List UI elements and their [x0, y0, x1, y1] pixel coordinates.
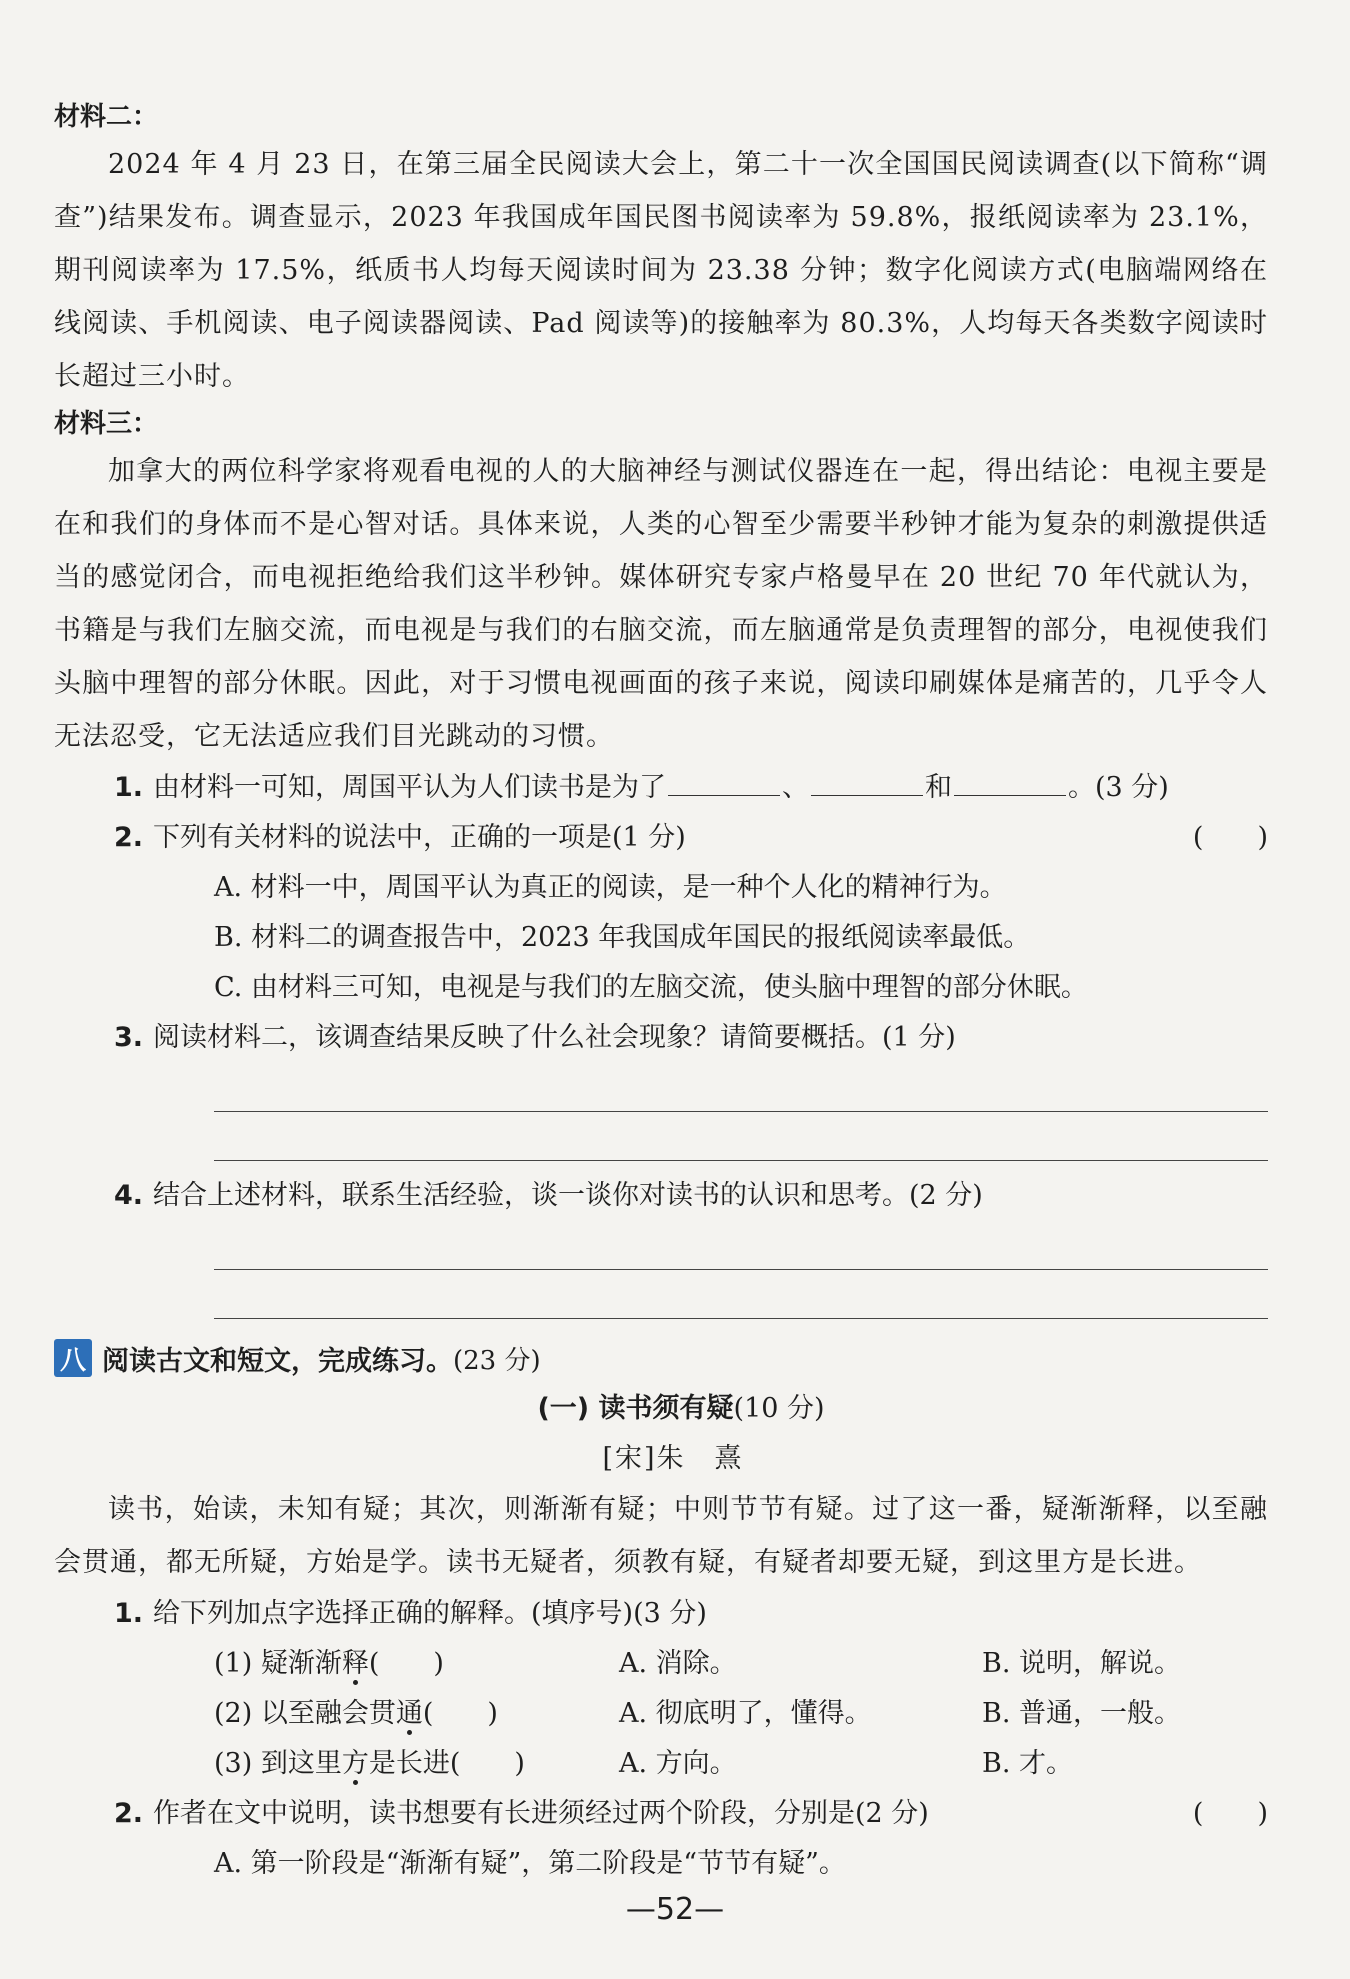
question-text: 作者在文中说明，读书想要有长进须经过两个阶段，分别是(2 分): [153, 1798, 929, 1829]
vocab-row-1: [54, 1639, 1268, 1689]
dotted-char: 释: [341, 1648, 369, 1679]
question-text: 给下列加点字选择正确的解释。(填序号)(3 分): [153, 1598, 707, 1629]
question-number: 2.: [114, 1798, 144, 1829]
author-line: [宋]朱 熹: [602, 1443, 744, 1474]
page-number: —52—: [625, 1892, 725, 1927]
answer-blank-1[interactable]: [668, 767, 780, 796]
material2-title: 材料二：: [54, 102, 159, 132]
answer-line[interactable]: [214, 1063, 1268, 1112]
section-score: (23 分): [453, 1345, 541, 1376]
question-score: 。(3 分): [1068, 772, 1169, 803]
classical-question-2: [54, 1789, 1268, 1839]
question-number: 3.: [114, 1022, 144, 1053]
question-3: [54, 1013, 1268, 1063]
question-4: [54, 1171, 1268, 1221]
choice-b: B. 说明，解说。: [982, 1648, 1182, 1679]
dotted-char: 方: [341, 1748, 369, 1779]
section-badge: 八: [54, 1339, 92, 1377]
answer-blank-2[interactable]: [811, 767, 923, 796]
choice-b: B. 才。: [982, 1748, 1074, 1779]
option-b: B. 材料二的调查报告中，2023 年我国成年国民的报纸阅读率最低。: [214, 922, 1031, 953]
question-text: 下列有关材料的说法中，正确的一项是(1 分): [153, 822, 686, 853]
material2-text: 2024 年 4 月 23 日，在第三届全民阅读大会上，第二十一次全国国民阅读调查(以下简称“调查”)结果发布。调查显示，2023 年我国成年国民图书阅读率为 59.8%，报纸阅读率为 23.1%，期刊阅读率为 17.5%，纸质书人均每天阅读时间为 23.38 分钟；数字化阅读方式(电脑端网络在线阅读、手机阅读、电子阅读器阅读、Pad 阅读等)的接触率为 80.3%，人均每天各类数字阅读时长超过三小时。: [54, 149, 1268, 392]
material3-text: 加拿大的两位科学家将观看电视的人的大脑神经与测试仪器连在一起，得出结论：电视主要是在和我们的身体而不是心智对话。具体来说，人类的心智至少需要半秒钟才能为复杂的刺激提供适当的感觉闭合，而电视拒绝给我们这半秒钟。媒体研究专家卢格曼早在 20 世纪 70 年代就认为，书籍是与我们左脑交流，而电视是与我们的右脑交流，而左脑通常是负责理智的部分，电视使我们头脑中理智的部分休眠。因此，对于习惯电视画面的孩子来说，阅读印刷媒体是痛苦的，几乎令人无法忍受，它无法适应我们目光跳动的习惯。: [54, 456, 1268, 752]
separator: 、: [782, 772, 809, 803]
question-number: 1.: [114, 1598, 144, 1629]
answer-parentheses[interactable]: ( ): [1192, 1798, 1268, 1829]
choice-a: A. 消除。: [619, 1648, 737, 1679]
vocab-row-2: [54, 1689, 1268, 1739]
choice-a: A. 方向。: [619, 1748, 737, 1779]
question-text: 阅读材料二，该调查结果反映了什么社会现象？请简要概括。(1 分): [153, 1022, 956, 1053]
section-8-header: [54, 1333, 1268, 1383]
separator: 和: [925, 772, 952, 803]
question-number: 2.: [114, 822, 144, 853]
answer-line[interactable]: [214, 1112, 1268, 1161]
question-text: 由材料一可知，周国平认为人们读书是为了: [153, 772, 666, 803]
question-2: [54, 813, 1268, 863]
subsection-name: (一) 读书须有疑: [537, 1393, 734, 1424]
question-text: 结合上述材料，联系生活经验，谈一谈你对读书的认识和思考。(2 分): [153, 1180, 983, 1211]
answer-line[interactable]: [214, 1270, 1268, 1319]
answer-line[interactable]: [214, 1221, 1268, 1270]
classical-text: 读书，始读，未知有疑；其次，则渐渐有疑；中则节节有疑。过了这一番，疑渐渐释，以至融会贯通，都无所疑，方始是学。读书无疑者，须教有疑，有疑者却要无疑，到这里方是长进。: [54, 1494, 1268, 1578]
material3-title: 材料三：: [54, 409, 159, 439]
option-a: A. 材料一中，周国平认为真正的阅读，是一种个人化的精神行为。: [214, 872, 1007, 903]
section-title: 阅读古文和短文，完成练习。: [102, 1345, 453, 1377]
dotted-char: 通: [395, 1698, 423, 1729]
option-c: C. 由材料三可知，电视是与我们的左脑交流，使头脑中理智的部分休眠。: [214, 972, 1088, 1003]
question-number: 1.: [114, 772, 144, 803]
choice-b: B. 普通，一般。: [982, 1698, 1182, 1729]
answer-blank-3[interactable]: [954, 767, 1066, 796]
answer-parentheses[interactable]: 是长进( ): [368, 1748, 525, 1779]
vocab-prompt: (2) 以至融会贯: [214, 1698, 396, 1729]
classical-question-1: [54, 1589, 1268, 1639]
option-a: A. 第一阶段是“渐渐有疑”，第二阶段是“节节有疑”。: [214, 1848, 846, 1879]
vocab-prompt: (1) 疑渐渐: [214, 1648, 342, 1679]
answer-parentheses[interactable]: ( ): [368, 1648, 444, 1679]
answer-parentheses[interactable]: ( ): [1192, 822, 1268, 853]
choice-a: A. 彻底明了，懂得。: [619, 1698, 872, 1729]
vocab-prompt: (3) 到这里: [214, 1748, 342, 1779]
subsection-title: [54, 1383, 1268, 1435]
subsection-score: (10 分): [733, 1393, 825, 1424]
question-number: 4.: [114, 1180, 144, 1211]
vocab-row-3: [54, 1739, 1268, 1789]
answer-parentheses[interactable]: ( ): [422, 1698, 498, 1729]
question-1: [54, 763, 1268, 813]
